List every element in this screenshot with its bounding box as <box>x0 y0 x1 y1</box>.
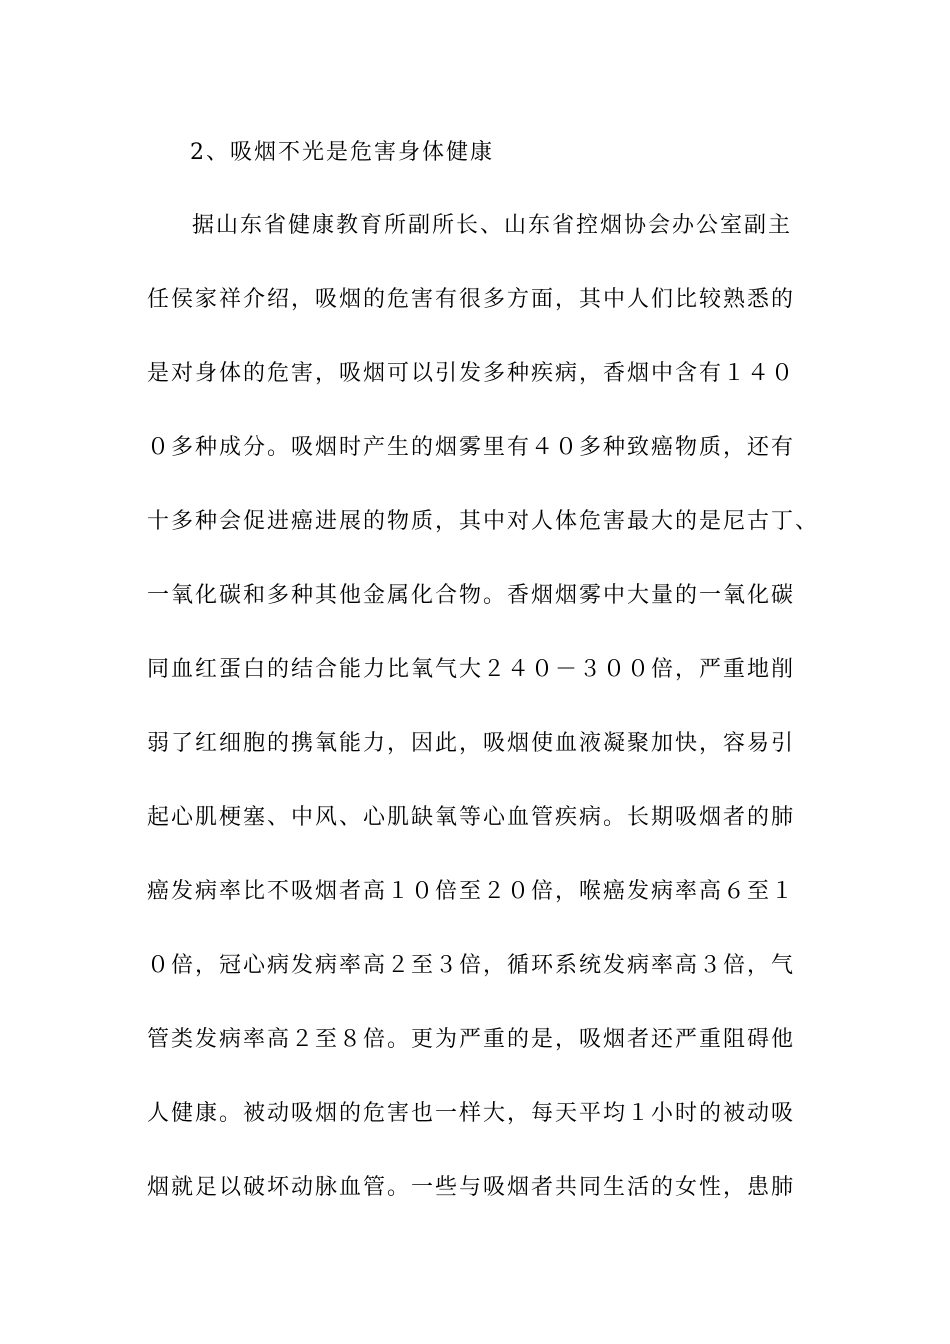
paragraph-line: 管类发病率高２至８倍。更为严重的是，吸烟者还严重阻碍他 <box>147 1027 796 1052</box>
paragraph-line: 烟就足以破坏动脉血管。一些与吸烟者共同生活的女性，患肺 <box>147 1175 796 1200</box>
paragraph-line: 一氧化碳和多种其他金属化合物。香烟烟雾中大量的一氧化碳 <box>147 583 796 608</box>
paragraph-line: 起心肌梗塞、中风、心肌缺氧等心血管疾病。长期吸烟者的肺 <box>147 805 796 830</box>
paragraph-line: 是对身体的危害，吸烟可以引发多种疾病，香烟中含有１４０ <box>147 361 796 386</box>
paragraph-line: 十多种会促进癌进展的物质，其中对人体危害最大的是尼古丁、 <box>147 509 820 534</box>
paragraph-line: 同血红蛋白的结合能力比氧气大２４０－３００倍，严重地削 <box>147 657 796 682</box>
section-heading: 2、吸烟不光是危害身体健康 <box>190 140 494 165</box>
paragraph-line: 据山东省健康教育所副所长、山东省控烟协会办公室副主 <box>192 213 793 238</box>
paragraph-line: ０多种成分。吸烟时产生的烟雾里有４０多种致癌物质，还有 <box>147 435 796 460</box>
paragraph-line: 人健康。被动吸烟的危害也一样大，每天平均１小时的被动吸 <box>147 1101 796 1126</box>
paragraph-line: 弱了红细胞的携氧能力，因此，吸烟使血液凝聚加快，容易引 <box>147 731 796 756</box>
paragraph-line: 任侯家祥介绍，吸烟的危害有很多方面，其中人们比较熟悉的 <box>147 287 796 312</box>
paragraph-line: ０倍，冠心病发病率高２至３倍，循环系统发病率高３倍，气 <box>147 953 796 978</box>
paragraph-line: 癌发病率比不吸烟者高１０倍至２０倍，喉癌发病率高６至１ <box>147 879 796 904</box>
